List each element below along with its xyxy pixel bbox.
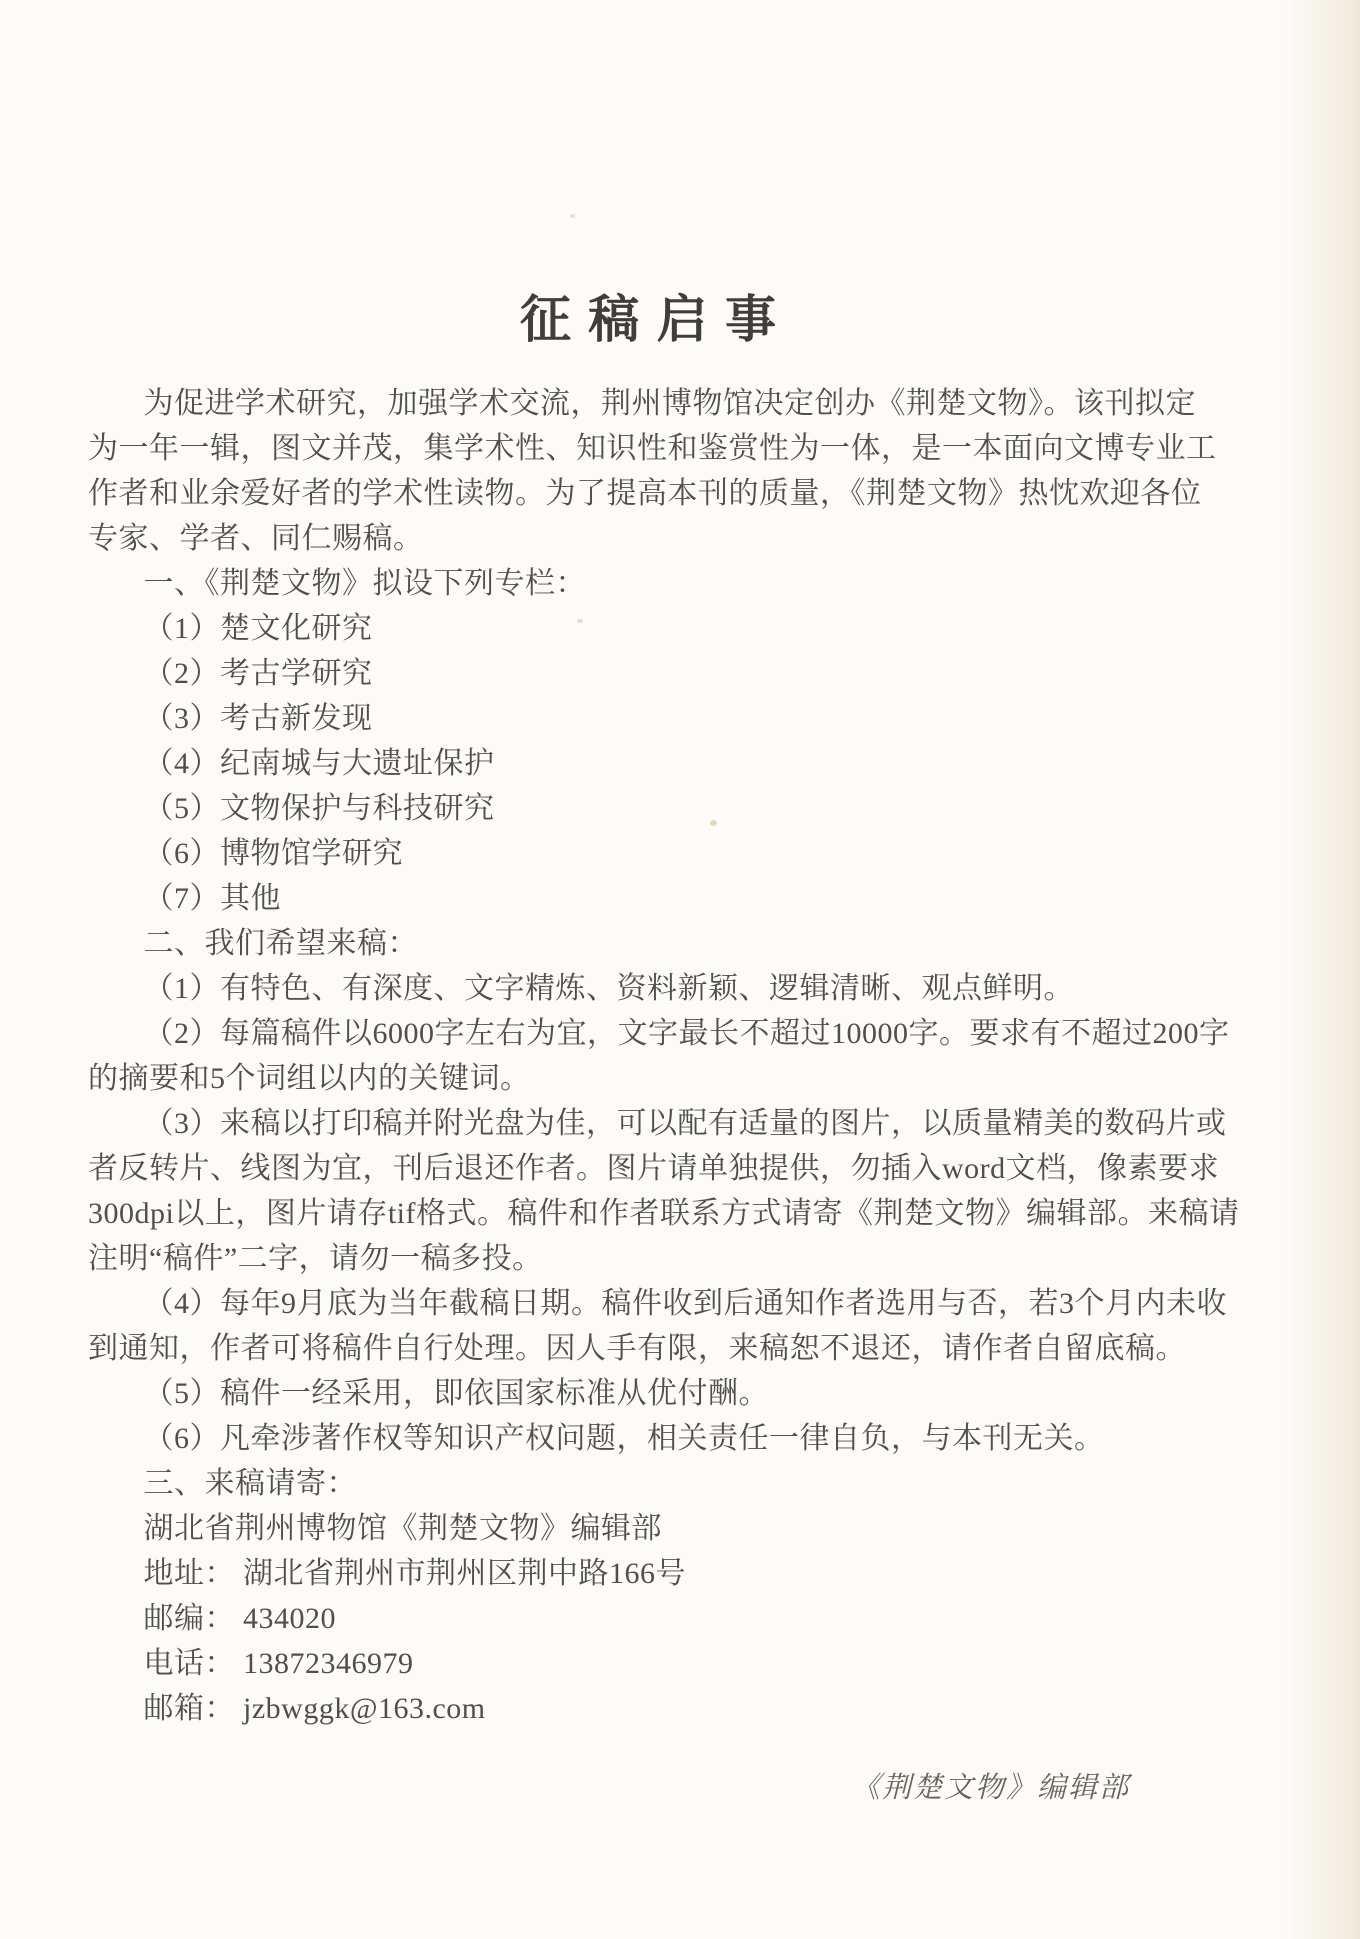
notice-line-6: （1）楚文化研究 xyxy=(143,612,373,645)
notice-line-12: （7）其他 xyxy=(143,882,281,915)
notice-line-9: （4）纪南城与大遗址保护 xyxy=(143,747,495,780)
notice-line-25: 三、来稿请寄： xyxy=(143,1467,357,1500)
notice-line-1: 为促进学术研究，加强学术交流，荆州博物馆决定创办《荆楚文物》。该刊拟定 xyxy=(143,387,1196,420)
notice-line-15: （2）每篇稿件以6000字左右为宜，文字最长不超过10000字。要求有不超过200字 xyxy=(143,1017,1230,1050)
notice-line-28: 邮编： 434020 xyxy=(143,1602,336,1635)
notice-line-21: （4）每年9月底为当年截稿日期。稿件收到后通知作者选用与否，若3个月内未收 xyxy=(143,1287,1227,1320)
notice-line-16: 的摘要和5个词组以内的关键词。 xyxy=(88,1062,531,1095)
notice-title: 征稿启事 xyxy=(519,293,794,350)
notice-line-5: 一、《荆楚文物》拟设下列专栏： xyxy=(143,567,586,600)
scan-speck xyxy=(570,214,575,218)
notice-line-10: （5）文物保护与科技研究 xyxy=(143,792,495,825)
notice-line-20: 注明“稿件”二字，请勿一稿多投。 xyxy=(88,1242,543,1275)
notice-line-7: （2）考古学研究 xyxy=(143,657,373,690)
notice-line-30: 邮箱： jzbwggk@163.com xyxy=(143,1692,486,1725)
notice-line-29: 电话： 13872346979 xyxy=(143,1647,414,1680)
notice-line-14: （1）有特色、有深度、文字精炼、资料新颖、逻辑清晰、观点鲜明。 xyxy=(143,972,1074,1005)
notice-line-3: 作者和业余爱好者的学术性读物。为了提高本刊的质量，《荆楚文物》热忱欢迎各位 xyxy=(88,477,1202,510)
notice-line-19: 300dpi以上，图片请存tif格式。稿件和作者联系方式请寄《荆楚文物》编辑部。来稿请 xyxy=(88,1197,1240,1230)
notice-line-13: 二、我们希望来稿： xyxy=(143,927,418,960)
notice-line-8: （3）考古新发现 xyxy=(143,702,373,735)
notice-line-11: （6）博物馆学研究 xyxy=(143,837,403,870)
notice-body xyxy=(88,381,1240,1731)
notice-line-4: 专家、学者、同仁赐稿。 xyxy=(88,522,424,555)
notice-line-22: 到通知，作者可将稿件自行处理。因人手有限，来稿恕不退还，请作者自留底稿。 xyxy=(88,1332,1186,1365)
notice-line-23: （5）稿件一经采用，即依国家标准从优付酬。 xyxy=(143,1377,769,1410)
notice-line-18: 者反转片、线图为宜，刊后退还作者。图片请单独提供，勿插入word文档，像素要求 xyxy=(88,1152,1220,1185)
editorial-signature: 《荆楚文物》编辑部 xyxy=(850,1772,1130,1804)
notice-line-27: 地址： 湖北省荆州市荆州区荆中路166号 xyxy=(143,1557,686,1590)
notice-line-26: 湖北省荆州博物馆《荆楚文物》编辑部 xyxy=(143,1512,662,1545)
notice-line-17: （3）来稿以打印稿并附光盘为佳，可以配有适量的图片，以质量精美的数码片或 xyxy=(143,1107,1227,1140)
notice-line-24: （6）凡牵涉著作权等知识产权问题，相关责任一律自负，与本刊无关。 xyxy=(143,1422,1105,1455)
notice-line-2: 为一年一辑，图文并茂，集学术性、知识性和鉴赏性为一体，是一本面向文博专业工 xyxy=(88,432,1217,465)
